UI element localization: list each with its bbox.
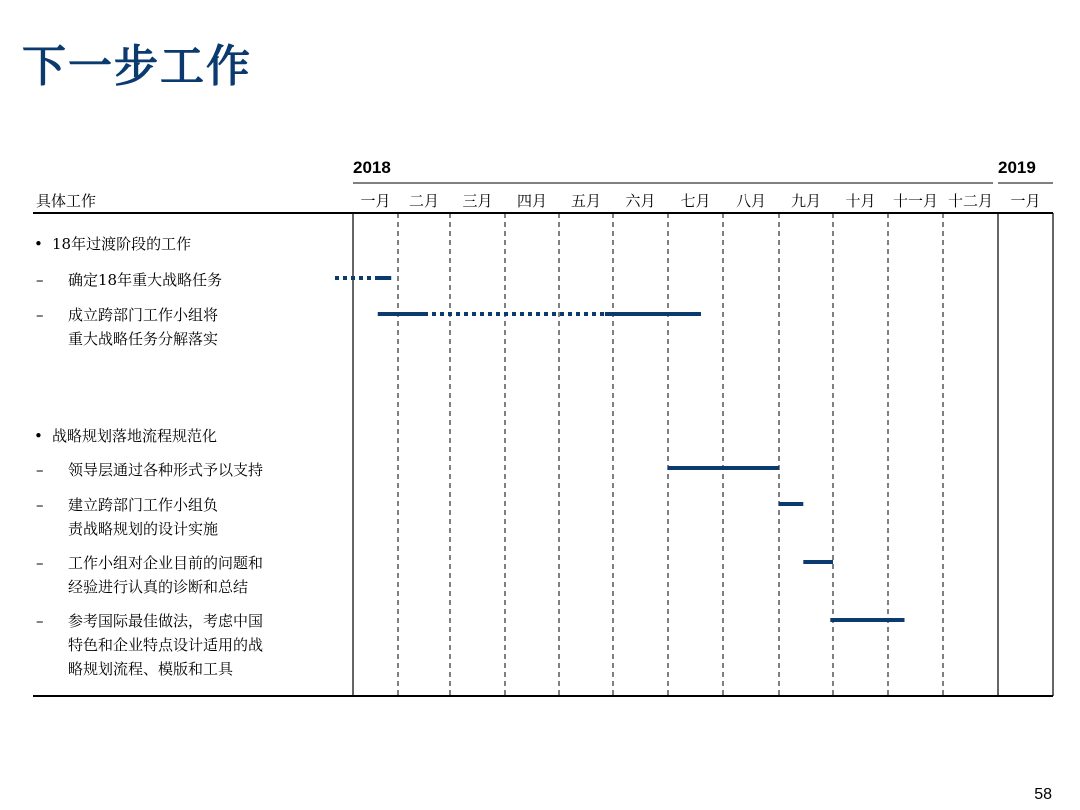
task-item <box>36 303 219 351</box>
bullet-marker: • <box>34 427 43 445</box>
month-label: 十月 <box>845 192 876 210</box>
task-label: 参考国际最佳做法，考虑中国 特色和企业特点设计适用的战 略规划流程、模版和工具 <box>68 612 264 678</box>
task-label: 工作小组对企业目前的问题和 经验进行认真的诊断和总结 <box>68 554 264 596</box>
dash-marker: – <box>36 496 44 514</box>
task-label: 战略规划落地流程规范化 <box>52 427 218 445</box>
dash-marker: – <box>36 461 44 479</box>
dash-marker: – <box>36 612 44 630</box>
month-label: 七月 <box>680 192 711 210</box>
task-label: 成立跨部门工作小组将 重大战略任务分解落实 <box>68 306 219 348</box>
month-label: 一月 <box>1010 192 1041 210</box>
page-number: 58 <box>1034 786 1052 803</box>
bullet-marker: • <box>34 235 43 253</box>
task-label: 确定18年重大战略任务 <box>68 271 223 289</box>
month-label: 十一月 <box>892 192 939 210</box>
task-item <box>36 609 264 681</box>
task-item <box>36 493 219 541</box>
month-label: 三月 <box>462 192 493 210</box>
column-header: 具体工作 <box>36 192 97 210</box>
year-label: 2019 <box>998 158 1036 177</box>
month-label: 五月 <box>570 192 602 210</box>
task-group-heading <box>36 232 191 256</box>
month-label: 九月 <box>790 192 822 210</box>
month-label: 四月 <box>516 192 548 210</box>
task-item <box>36 551 264 599</box>
dash-marker: – <box>36 271 44 289</box>
month-label: 一月 <box>360 192 391 210</box>
page-title: 下一步工作 <box>22 41 252 92</box>
dash-marker: – <box>36 554 44 572</box>
task-label: 建立跨部门工作小组负 责战略规划的设计实施 <box>68 496 219 538</box>
task-group-heading <box>36 424 217 448</box>
year-label: 2018 <box>353 158 391 177</box>
task-label: 18年过渡阶段的工作 <box>52 235 192 253</box>
task-item <box>36 458 264 482</box>
month-label: 六月 <box>625 192 656 210</box>
month-label: 八月 <box>735 192 767 210</box>
dash-marker: – <box>36 306 44 324</box>
month-label: 二月 <box>408 192 440 210</box>
task-item <box>36 268 223 292</box>
task-label: 领导层通过各种形式予以支持 <box>68 461 264 479</box>
month-label: 十二月 <box>947 192 994 210</box>
